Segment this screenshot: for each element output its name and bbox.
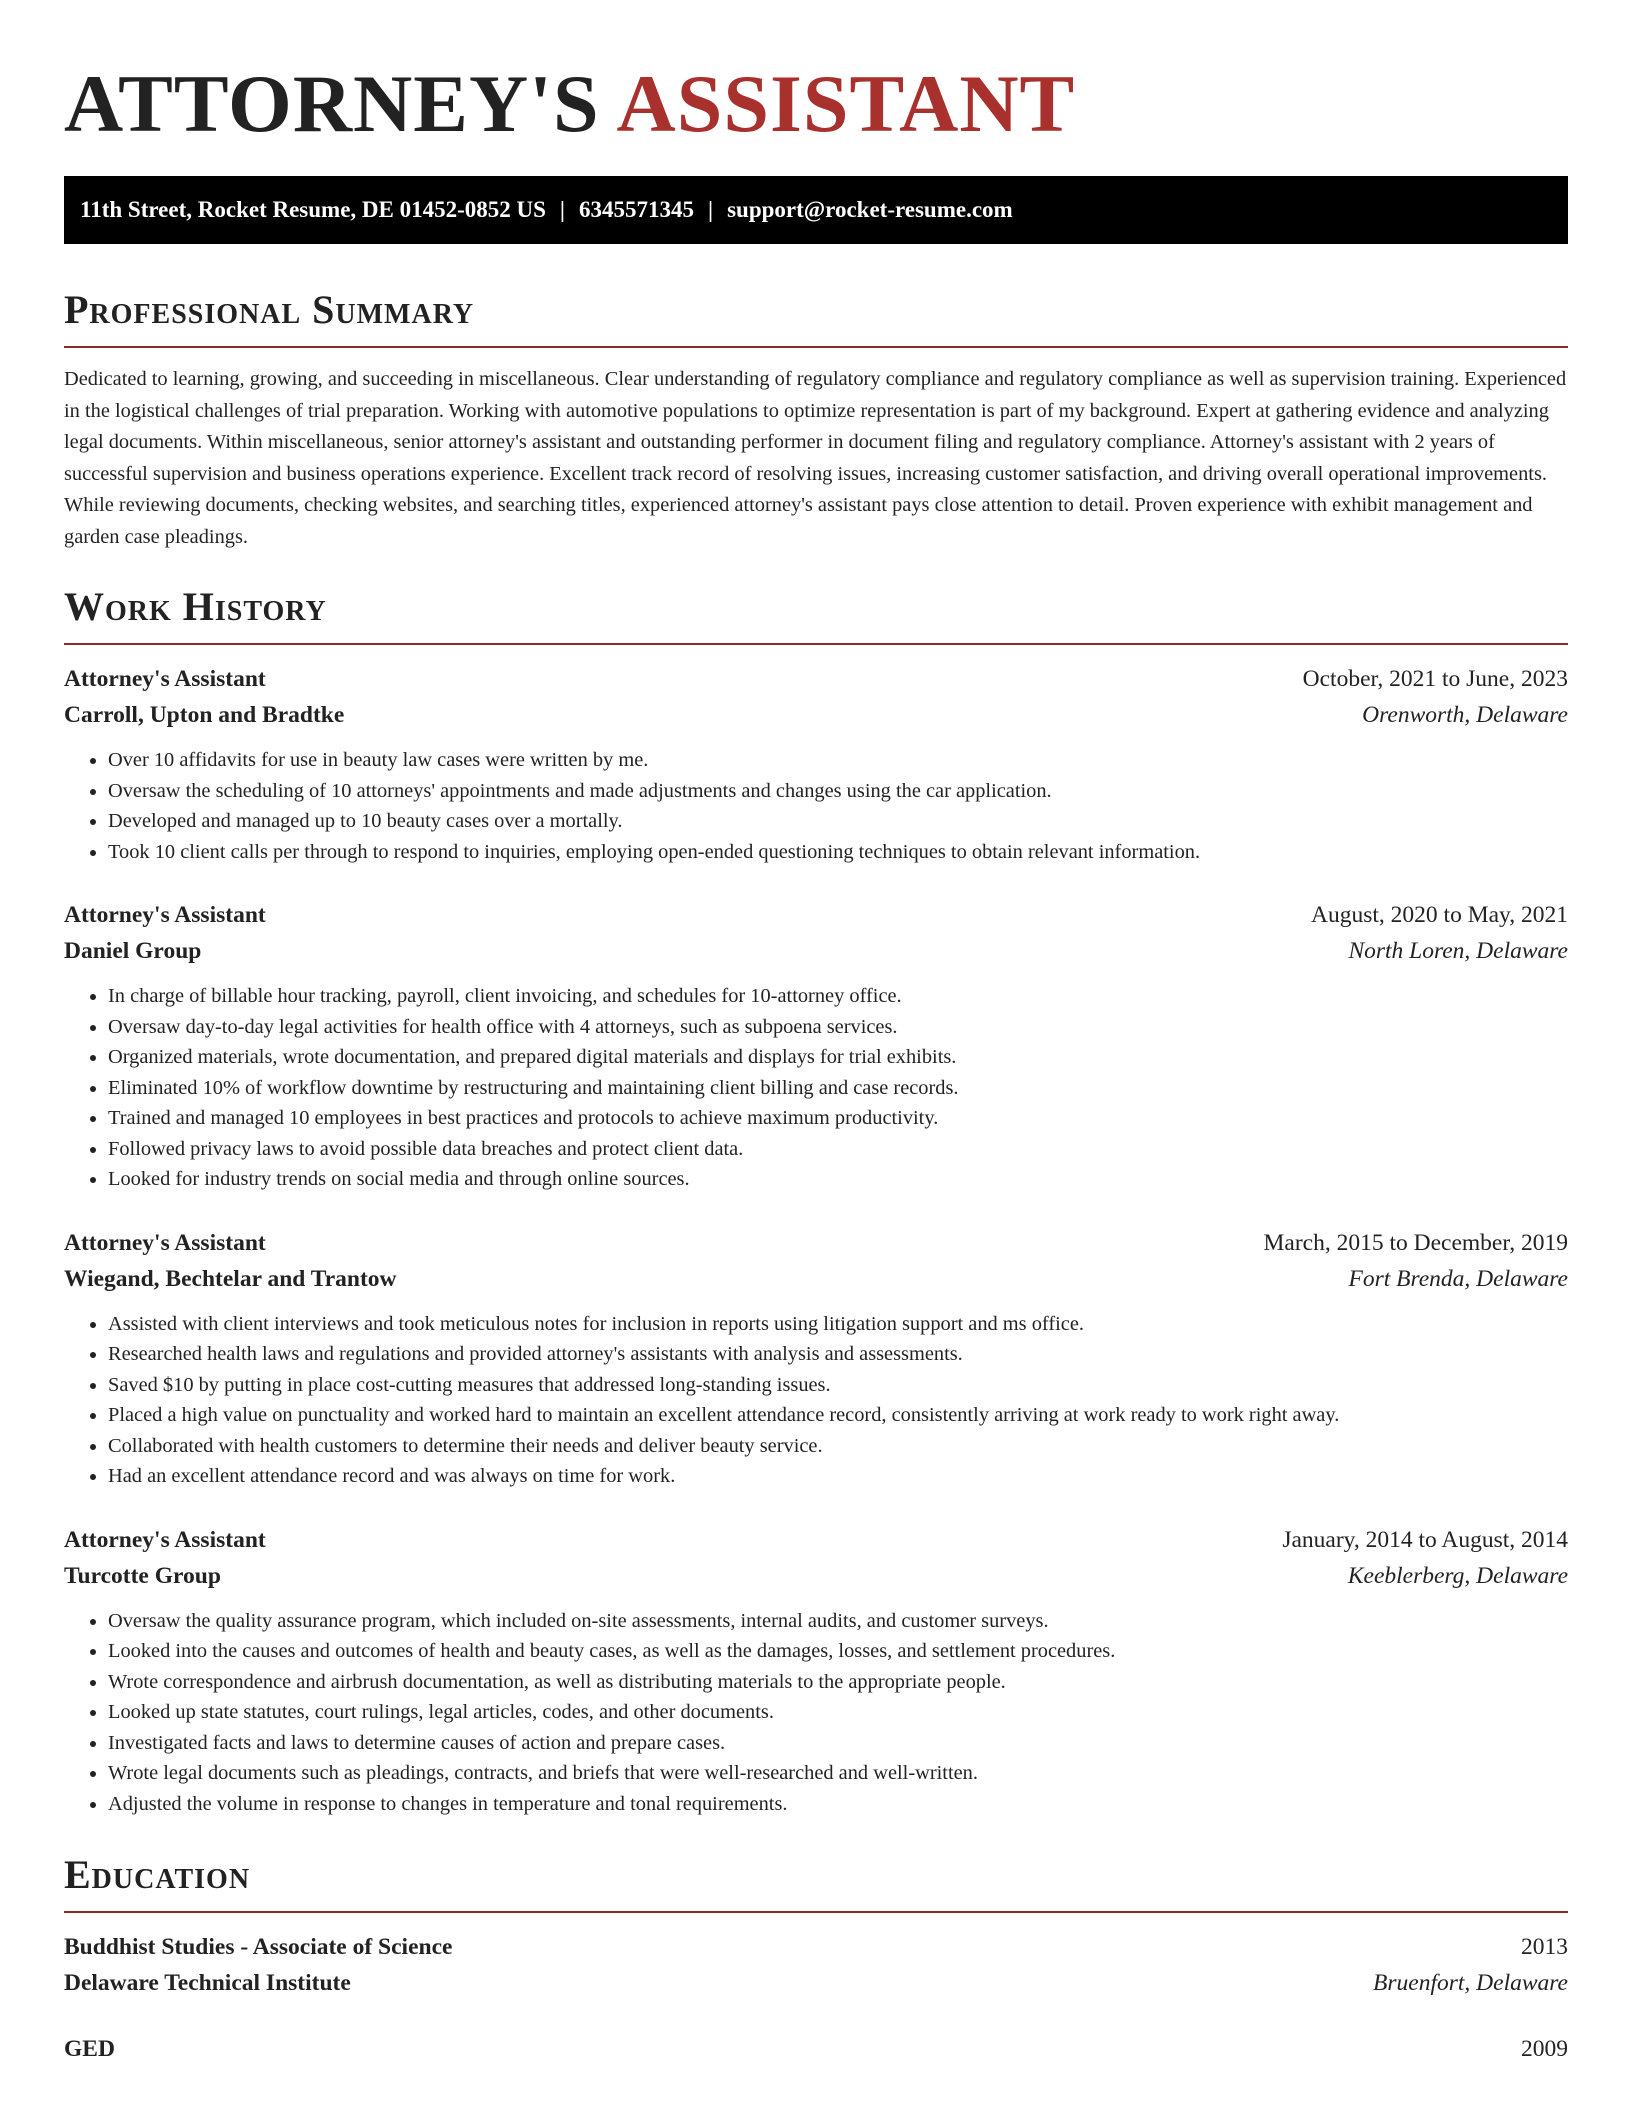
job-bullet: • Looked into the causes and outcomes of health and beauty cases, as well as the damages, losses, and settlement procedures. xyxy=(108,1636,1568,1667)
job-company: Turcotte Group xyxy=(64,1562,221,1589)
job-bullet: • Organized materials, wrote documentation, and prepared digital materials and displays for trial exhibits. xyxy=(108,1042,1568,1073)
contact-separator: | xyxy=(559,197,565,222)
education-degree: GED xyxy=(64,2036,115,2062)
job-bullet: • Saved $10 by putting in place cost-cutting measures that addressed long-standing issues. xyxy=(108,1370,1568,1401)
education-entry xyxy=(64,1929,1568,2001)
candidate-name xyxy=(64,0,1568,152)
job-entry xyxy=(64,1225,1568,1492)
job-bullet: • Oversaw the quality assurance program, which included on-site assessments, internal audits, and customer surveys. xyxy=(108,1606,1568,1637)
education-heading: Education xyxy=(64,1851,1568,1913)
job-location: Orenworth, Delaware xyxy=(1362,702,1568,728)
job-header-row xyxy=(64,1225,1568,1261)
job-company-row xyxy=(64,1261,1568,1297)
job-entry xyxy=(64,661,1568,867)
job-company-row xyxy=(64,933,1568,969)
job-company: Daniel Group xyxy=(64,938,202,964)
job-entry xyxy=(64,1522,1568,1820)
job-bullet: • Followed privacy laws to avoid possible data breaches and protect client data. xyxy=(108,1134,1568,1165)
name-first: ATTORNEY'S xyxy=(64,58,600,149)
job-bullet: • Had an excellent attendance record and was always on time for work. xyxy=(108,1461,1568,1492)
education-year: 2009 xyxy=(1521,2036,1568,2062)
job-dates: March, 2015 to December, 2019 xyxy=(1263,1229,1568,1256)
job-location: Keeblerberg, Delaware xyxy=(1347,1562,1568,1589)
job-bullet: • Developed and managed up to 10 beauty cases over a mortally. xyxy=(108,806,1568,837)
job-title: Attorney's Assistant xyxy=(64,666,266,692)
education-location: Bruenfort, Delaware xyxy=(1373,1970,1568,1996)
job-bullet: • Wrote correspondence and airbrush documentation, as well as distributing materials to the appropriate people. xyxy=(108,1667,1568,1698)
job-bullet-list xyxy=(64,745,1568,867)
job-company: Wiegand, Bechtelar and Trantow xyxy=(64,1265,397,1292)
job-header-row xyxy=(64,661,1568,697)
job-company-row xyxy=(64,1558,1568,1594)
job-bullet: • Oversaw the scheduling of 10 attorneys' appointments and made adjustments and changes using the car application. xyxy=(108,776,1568,807)
work-history-heading: Work History xyxy=(64,583,1568,645)
job-dates: August, 2020 to May, 2021 xyxy=(1311,902,1568,928)
contact-bar xyxy=(64,176,1568,244)
job-title: Attorney's Assistant xyxy=(64,1526,266,1553)
education-school: Delaware Technical Institute xyxy=(64,1970,351,1996)
job-bullet: • Assisted with client interviews and took meticulous notes for inclusion in reports using litigation support and ms office. xyxy=(108,1309,1568,1340)
job-title: Attorney's Assistant xyxy=(64,902,266,928)
job-bullet-list xyxy=(64,1309,1568,1492)
job-bullet: • Oversaw day-to-day legal activities for health office with 4 attorneys, such as subpoena services. xyxy=(108,1012,1568,1043)
job-bullet: • In charge of billable hour tracking, payroll, client invoicing, and schedules for 10-attorney office. xyxy=(108,981,1568,1012)
job-bullet: • Adjusted the volume in response to changes in temperature and tonal requirements. xyxy=(108,1789,1568,1820)
education-school-row xyxy=(64,1965,1568,2001)
education-entry xyxy=(64,2031,1568,2067)
job-bullet: • Investigated facts and laws to determine causes of action and prepare cases. xyxy=(108,1728,1568,1759)
job-location: Fort Brenda, Delaware xyxy=(1348,1265,1568,1292)
job-entry xyxy=(64,897,1568,1195)
education-year: 2013 xyxy=(1521,1934,1568,1960)
contact-phone: 6345571345 xyxy=(579,197,694,222)
job-bullet: • Over 10 affidavits for use in beauty law cases were written by me. xyxy=(108,745,1568,776)
job-bullet: • Researched health laws and regulations and provided attorney's assistants with analysis and assessments. xyxy=(108,1339,1568,1370)
job-header-row xyxy=(64,1522,1568,1558)
contact-address: 11th Street, Rocket Resume, DE 01452-0852 US xyxy=(80,197,546,222)
job-company: Carroll, Upton and Bradtke xyxy=(64,702,345,728)
job-bullet: • Eliminated 10% of workflow downtime by restructuring and maintaining client billing and case records. xyxy=(108,1073,1568,1104)
contact-separator: | xyxy=(708,197,714,222)
contact-email: support@rocket-resume.com xyxy=(727,197,1013,222)
job-bullet: • Wrote legal documents such as pleadings, contracts, and briefs that were well-researched and well-written. xyxy=(108,1758,1568,1789)
job-bullet: • Placed a high value on punctuality and worked hard to maintain an excellent attendance record, consistently arriving at work ready to work right away. xyxy=(108,1400,1568,1431)
name-last: ASSISTANT xyxy=(616,58,1076,149)
summary-heading: Professional Summary xyxy=(64,286,1568,348)
job-dates: January, 2014 to August, 2014 xyxy=(1282,1526,1568,1553)
job-bullet: • Looked up state statutes, court rulings, legal articles, codes, and other documents. xyxy=(108,1697,1568,1728)
education-degree-row xyxy=(64,1929,1568,1965)
education-degree-row xyxy=(64,2031,1568,2067)
job-bullet: • Took 10 client calls per through to respond to inquiries, employing open-ended questioning techniques to obtain relevant information. xyxy=(108,837,1568,868)
job-bullet-list xyxy=(64,981,1568,1195)
job-title: Attorney's Assistant xyxy=(64,1229,266,1256)
job-location: North Loren, Delaware xyxy=(1348,938,1568,964)
job-dates: October, 2021 to June, 2023 xyxy=(1302,666,1568,692)
summary-text: Dedicated to learning, growing, and succeeding in miscellaneous. Clear understanding of regulatory compliance and regulatory compliance as well as supervision training. Experienced in the logistical challenges of trial preparation. Working with automotive populations to optimize representation is part of my background. Expert at gathering evidence and analyzing legal documents. Within miscellaneous, senior attorney's assistant and outstanding performer in document filing and regulatory compliance. Attorney's assistant with 2 years of successful supervision and business operations experience. Excellent track record of resolving issues, increasing customer satisfaction, and driving overall operational improvements. While reviewing documents, checking websites, and searching titles, experienced attorney's assistant pays close attention to detail. Proven experience with exhibit management and garden case pleadings. xyxy=(64,368,1567,548)
job-bullet-list xyxy=(64,1606,1568,1820)
job-header-row xyxy=(64,897,1568,933)
job-bullet: • Trained and managed 10 employees in best practices and protocols to achieve maximum productivity. xyxy=(108,1103,1568,1134)
job-bullet: • Collaborated with health customers to determine their needs and deliver beauty service. xyxy=(108,1431,1568,1462)
job-company-row xyxy=(64,697,1568,733)
job-bullet: • Looked for industry trends on social media and through online sources. xyxy=(108,1164,1568,1195)
education-degree: Buddhist Studies - Associate of Science xyxy=(64,1934,453,1960)
